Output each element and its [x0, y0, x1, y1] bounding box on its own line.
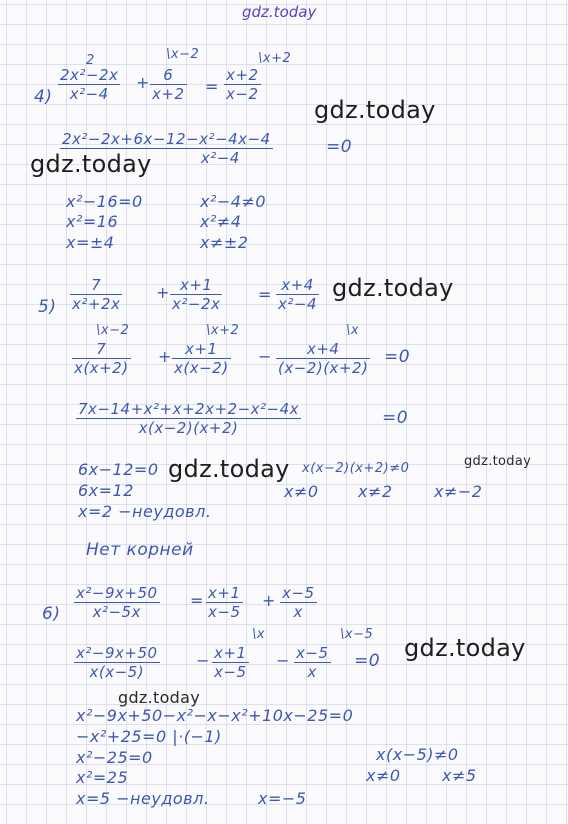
watermark-1: gdz.today	[314, 96, 436, 124]
task6-frac3	[280, 584, 317, 621]
task5-s2-frac2-mult: \x+2	[206, 323, 240, 338]
task6-cond: x(x−5)≠0	[376, 745, 459, 764]
task6-s2-frac3-den: x	[307, 663, 317, 681]
task6-cond-2: x≠5	[442, 766, 477, 785]
task4-frac1-den: x²−4	[69, 85, 109, 103]
task5-cond: x(x−2)(x+2)≠0	[302, 461, 410, 476]
task5-combined-rhs: =0	[382, 408, 409, 428]
task4-number: 4)	[34, 87, 53, 107]
task5-eq1: 6x−12=0	[78, 460, 159, 479]
task5-s2-frac2-den: x(x−2)	[174, 359, 229, 377]
task5-s2-frac3-den: (x−2)(x+2)	[278, 359, 369, 377]
task6-line1: x²−9x+50−x²−x−x²+10x−25=0	[76, 706, 354, 725]
task4-combined-den: x²−4	[200, 149, 240, 167]
task4-frac3-mult: \x+2	[258, 51, 292, 66]
watermark-5: gdz.today	[464, 454, 532, 469]
task4-frac3-den: x−2	[226, 85, 259, 103]
task5-frac3-num: x+4	[276, 276, 319, 295]
task4-frac2-mult: \x−2	[166, 47, 200, 62]
watermark-4: gdz.today	[168, 455, 290, 483]
task5-s2-frac1-den: x(x+2)	[74, 359, 129, 377]
task5-s2-frac3-mult: \x	[346, 323, 360, 338]
task6-line5: x=5 −неудовл.	[76, 789, 210, 808]
task5-s2-frac3	[276, 340, 370, 377]
task5-eq: =	[258, 285, 272, 304]
task6-frac2-den: x−5	[208, 603, 241, 621]
task5-plus: +	[156, 283, 170, 302]
task4-frac2-den: x+2	[152, 85, 185, 103]
task5-number: 5)	[38, 297, 57, 317]
task6-s2-frac3-num: x−5	[296, 644, 329, 662]
task6-s2-rhs: =0	[354, 651, 381, 671]
task6-line4: x²=25	[76, 768, 129, 787]
watermark-7: gdz.today	[118, 688, 200, 707]
watermark-3: gdz.today	[332, 274, 454, 302]
task6-frac3-den: x	[293, 603, 303, 621]
task5-s2-minus: −	[258, 347, 272, 366]
task5-cond-1: x≠0	[284, 482, 319, 501]
task5-answer: Нет корней	[86, 540, 194, 560]
task5-frac1-den: x²+2x	[72, 295, 121, 313]
task6-frac3-num: x−5	[282, 584, 315, 602]
task5-combined	[76, 400, 301, 437]
task4-frac3-num: x+2	[226, 66, 259, 84]
task4-left-3: x=±4	[66, 233, 115, 252]
task5-combined-den: x(x−2)(x+2)	[138, 419, 239, 437]
task6-line3: x²−25=0	[76, 748, 153, 767]
task4-frac2-num: 6	[150, 66, 187, 85]
task6-s2-frac3	[294, 644, 331, 681]
task6-s2-frac3-mult: \x−5	[340, 627, 374, 642]
task4-right-1: x²−4≠0	[200, 192, 267, 211]
task5-frac1	[70, 276, 122, 313]
task6-frac1-num: x²−9x+50	[76, 584, 158, 602]
task6-frac2	[206, 584, 243, 621]
task6-cond-1: x≠0	[366, 766, 401, 785]
task4-right-3: x≠±2	[200, 233, 249, 252]
task4-eq: =	[205, 77, 219, 96]
task5-s2-rhs: =0	[384, 347, 411, 367]
watermark-2: gdz.today	[30, 150, 152, 178]
task5-frac2-num: x+1	[170, 276, 222, 295]
task5-s2-frac2-num: x+1	[172, 340, 231, 359]
task5-frac2	[170, 276, 222, 313]
task4-combined-rhs: =0	[326, 137, 353, 157]
task5-frac3-den: x²−4	[278, 295, 318, 313]
task6-s2-frac2	[212, 644, 249, 681]
task6-s2-frac1-num: x²−9x+50	[76, 644, 158, 662]
task4-frac1-mult: 2	[86, 53, 95, 68]
task5-s2-frac1-mult: \x−2	[96, 323, 130, 338]
task4-plus: +	[136, 73, 150, 92]
watermark-6: gdz.today	[404, 634, 526, 662]
task4-right-2: x²≠4	[200, 212, 242, 231]
task4-frac3	[224, 66, 261, 103]
task4-frac1	[58, 66, 120, 103]
task6-s2-frac2-den: x−5	[214, 663, 247, 681]
task5-s2-frac3-num: x+4	[276, 340, 370, 359]
task5-combined-num: 7x−14+x²+x+2x+2−x²−4x	[78, 400, 300, 418]
watermark-top: gdz.today	[242, 3, 317, 21]
task6-frac1-den: x²−5x	[92, 603, 141, 621]
task5-s2-frac1-num: 7	[72, 340, 131, 359]
task4-left-2: x²=16	[66, 212, 119, 231]
task4-left-1: x²−16=0	[66, 192, 143, 211]
task6-s2-frac2-mult: \x	[252, 627, 266, 642]
task5-s2-plus: +	[158, 347, 172, 366]
task6-number: 6)	[42, 604, 61, 624]
task4-combined-num: 2x²−2x+6x−12−x²−4x−4	[62, 130, 271, 148]
task4-frac2	[150, 66, 187, 103]
task6-s2-frac1-den: x(x−5)	[89, 663, 145, 681]
task5-s2-frac2	[172, 340, 231, 377]
task6-s2-minus1: −	[196, 651, 210, 670]
task6-line2: −x²+25=0 |·(−1)	[76, 727, 222, 746]
task5-frac3	[276, 276, 319, 313]
task5-s2-frac1	[72, 340, 131, 377]
task5-frac1-num: 7	[70, 276, 122, 295]
task5-eq2: 6x=12	[78, 481, 134, 500]
task6-s2-minus2: −	[276, 651, 290, 670]
task5-frac2-den: x²−2x	[172, 295, 221, 313]
task6-line5b: x=−5	[258, 789, 307, 808]
task6-plus: +	[262, 591, 276, 610]
task4-frac1-num: 2x²−2x	[60, 66, 119, 84]
task5-cond-3: x≠−2	[434, 482, 483, 501]
task6-frac2-num: x+1	[208, 584, 241, 602]
task6-s2-frac2-num: x+1	[214, 644, 247, 662]
task5-cond-2: x≠2	[358, 482, 393, 501]
task6-eq: =	[190, 591, 204, 610]
task5-eq3: x=2 −неудовл.	[78, 502, 212, 521]
task6-s2-frac1	[74, 644, 160, 681]
task6-frac1	[74, 584, 160, 621]
